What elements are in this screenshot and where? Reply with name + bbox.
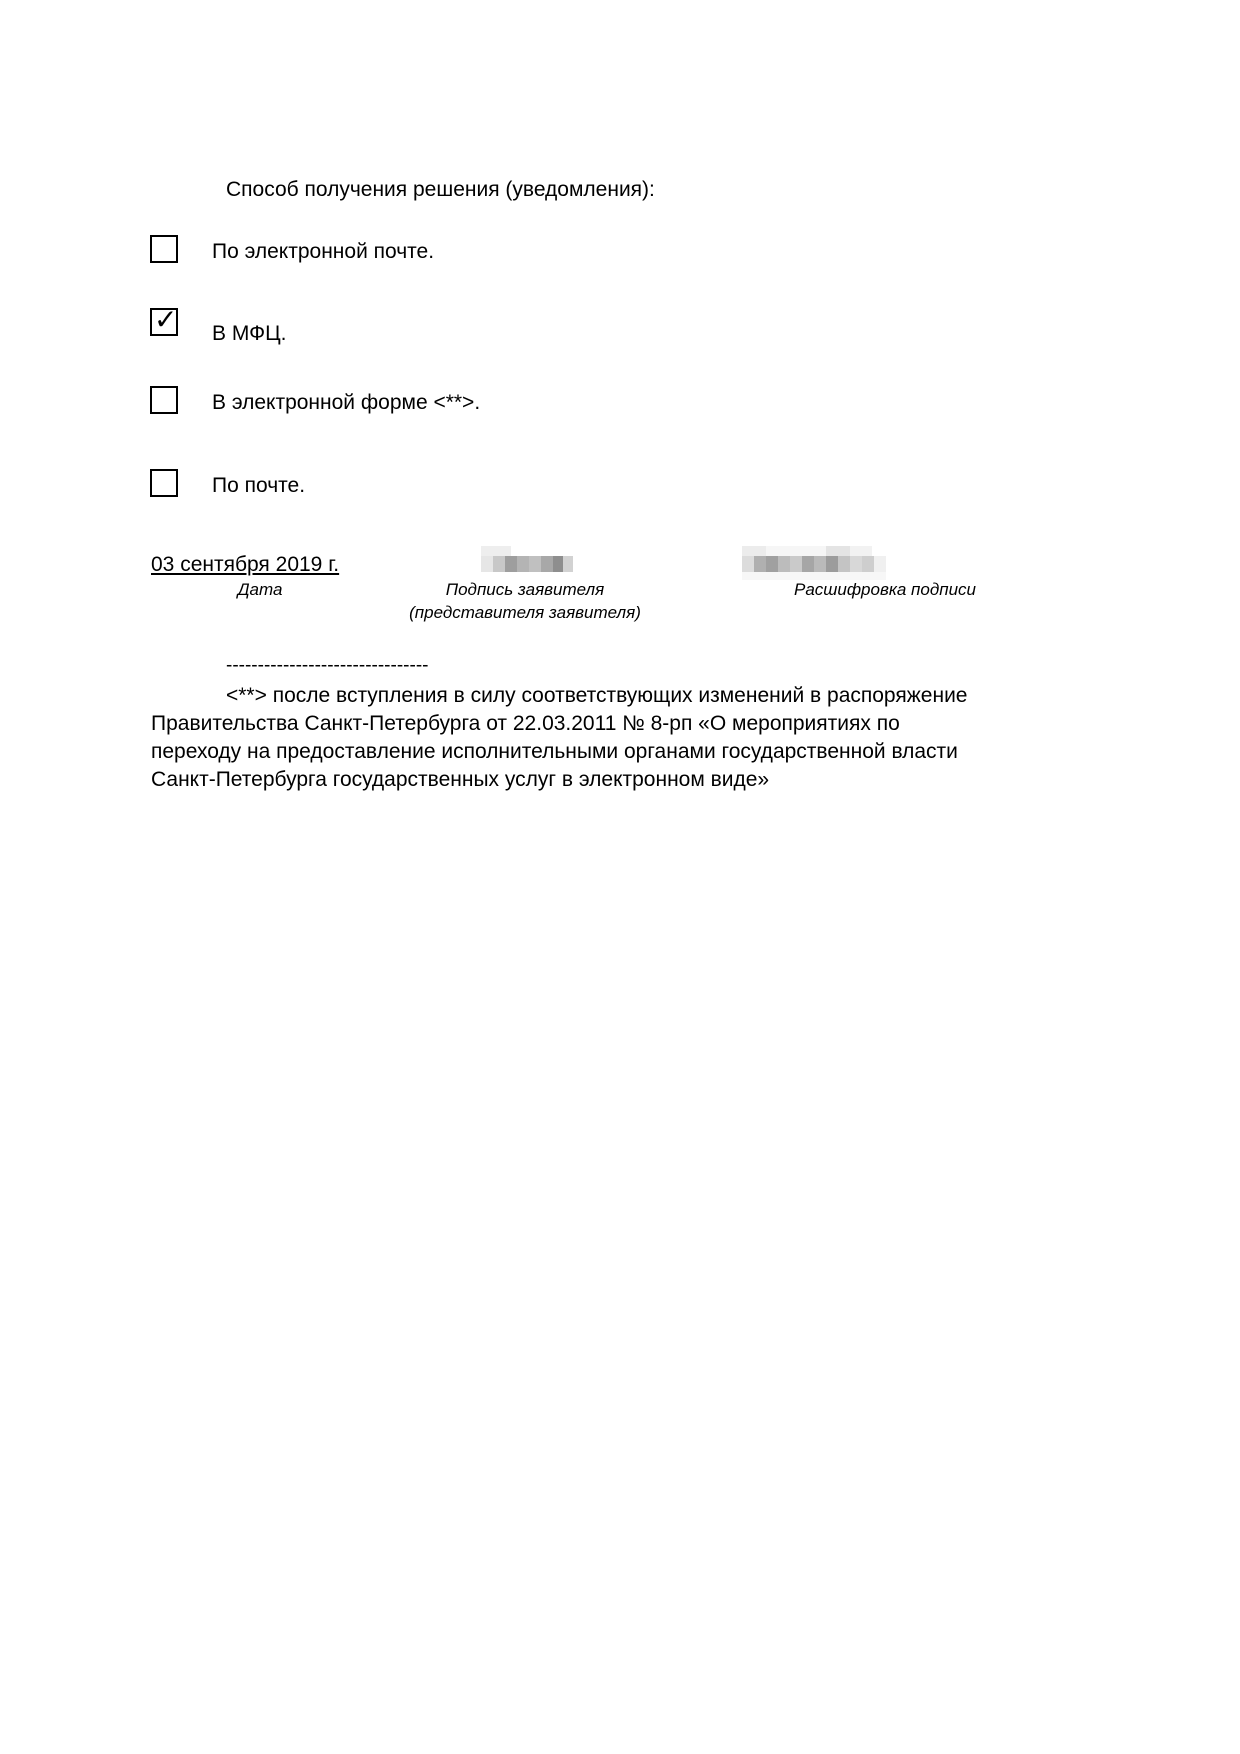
- signature-redacted-top: [481, 546, 511, 556]
- signature-decode-caption: Расшифровка подписи: [793, 580, 977, 599]
- date-value: 03 сентября 2019 г.: [151, 553, 340, 576]
- checkmark-icon: ✓: [154, 303, 178, 336]
- signature-redacted: [481, 556, 573, 572]
- checkbox-electronic-form[interactable]: [150, 386, 178, 414]
- delivery-method-heading: Способ получения решения (уведомления):: [226, 178, 655, 201]
- footnote: [151, 682, 981, 794]
- option-electronic-form-label: В электронной форме <**>.: [212, 391, 481, 414]
- option-post-label: По почте.: [212, 474, 306, 497]
- signature-decode-redacted: [742, 556, 886, 572]
- signature-caption-sub: (представителя заявителя): [409, 603, 641, 622]
- option-email-label: По электронной почте.: [212, 240, 435, 263]
- footnote-separator: --------------------------------: [226, 655, 429, 676]
- signature-decode-redacted-bottom: [742, 572, 886, 580]
- signature-decode-redacted-top: [742, 546, 872, 556]
- checkbox-post[interactable]: [150, 469, 178, 497]
- checkbox-email[interactable]: [150, 235, 178, 263]
- option-mfc-label: В МФЦ.: [212, 322, 287, 345]
- footnote-text: <**> после вступления в силу соответствующих изменений в распоряжение Правительства Санкт-Петербурга от 22.03.2011 № 8-рп «О мероприятиях по переходу на предоставление исполнительными органами государственной власти Санкт-Петербурга государственных услуг в электронном виде»: [151, 684, 968, 791]
- checkbox-mfc[interactable]: [150, 303, 178, 336]
- date-caption: Дата: [237, 580, 283, 599]
- signature-caption: Подпись заявителя: [445, 580, 605, 599]
